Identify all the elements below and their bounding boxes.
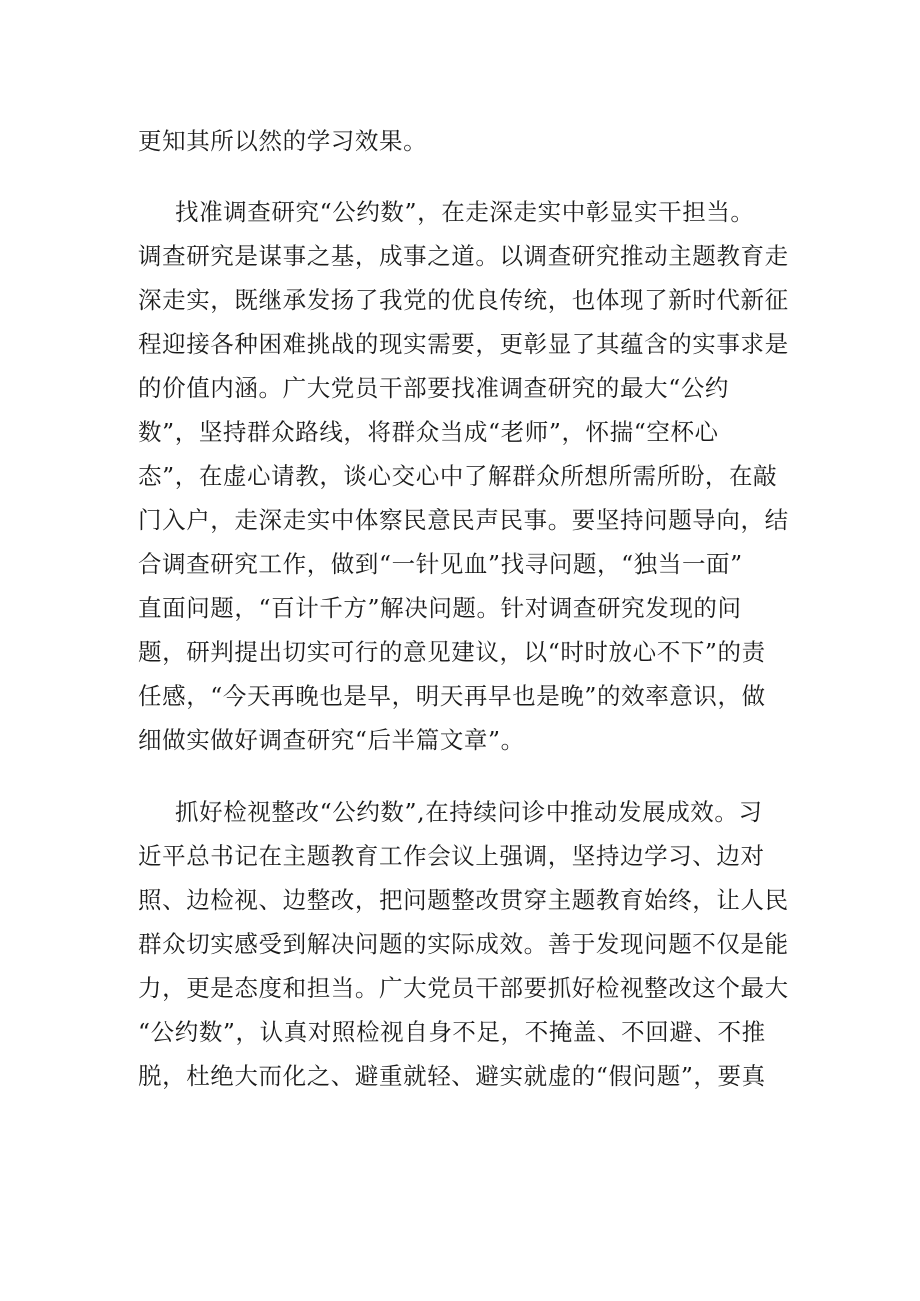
paragraph-line: 直面问题，“百计千方”解决问题。针对调查研究发现的问 xyxy=(138,594,742,622)
paragraph-line: 抓好检视整改“公约数”,在持续问诊中推动发展成效。习 xyxy=(175,798,763,826)
paragraph-line: 细做实做好调查研究“后半篇文章”。 xyxy=(138,726,525,754)
paragraph-line: 脱，杜绝大而化之、避重就轻、避实就虚的“假问题”，要真 xyxy=(138,1062,766,1090)
paragraph-line: 任感，“今天再晚也是早，明天再早也是晚”的效率意识，做 xyxy=(138,682,766,710)
paragraph-line: 题，研判提出切实可行的意见建议，以“时时放心不下”的责 xyxy=(138,638,766,666)
paragraph-line: 找准调查研究“公约数”，在走深走实中彰显实干担当。 xyxy=(175,198,755,226)
paragraph-line: 照、边检视、边整改，把问题整改贯穿主题教育始终，让人民 xyxy=(138,886,789,914)
paragraph-line: 态”，在虚心请教，谈心交心中了解群众所想所需所盼，在敲 xyxy=(138,462,778,490)
paragraph-line: 合调查研究工作，做到“一针见血”找寻问题，“独当一面” xyxy=(138,550,743,578)
paragraph-line: 数”，坚持群众路线，将群众当成“老师”，怀揣“空杯心 xyxy=(138,418,719,446)
paragraph-line: 更知其所以然的学习效果。 xyxy=(138,127,428,155)
paragraph-line: 近平总书记在主题教育工作会议上强调，坚持边学习、边对 xyxy=(138,842,765,870)
paragraph-line: “公约数”，认真对照检视自身不足，不掩盖、不回避、不推 xyxy=(138,1018,766,1046)
paragraph-line: 门入户，走深走实中体察民意民声民事。要坚持问题导向，结 xyxy=(138,506,789,534)
paragraph-line: 程迎接各种困难挑战的现实需要，更彰显了其蕴含的实事求是 xyxy=(138,330,789,358)
paragraph-line: 调查研究是谋事之基，成事之道。以调查研究推动主题教育走 xyxy=(138,242,789,270)
paragraph-line: 的价值内涵。广大党员干部要找准调查研究的最大“公约 xyxy=(138,374,730,402)
paragraph-line: 深走实，既继承发扬了我党的优良传统，也体现了新时代新征 xyxy=(138,286,789,314)
paragraph-line: 群众切实感受到解决问题的实际成效。善于发现问题不仅是能 xyxy=(138,930,789,958)
paragraph-line: 力，更是态度和担当。广大党员干部要抓好检视整改这个最大 xyxy=(138,974,789,1002)
